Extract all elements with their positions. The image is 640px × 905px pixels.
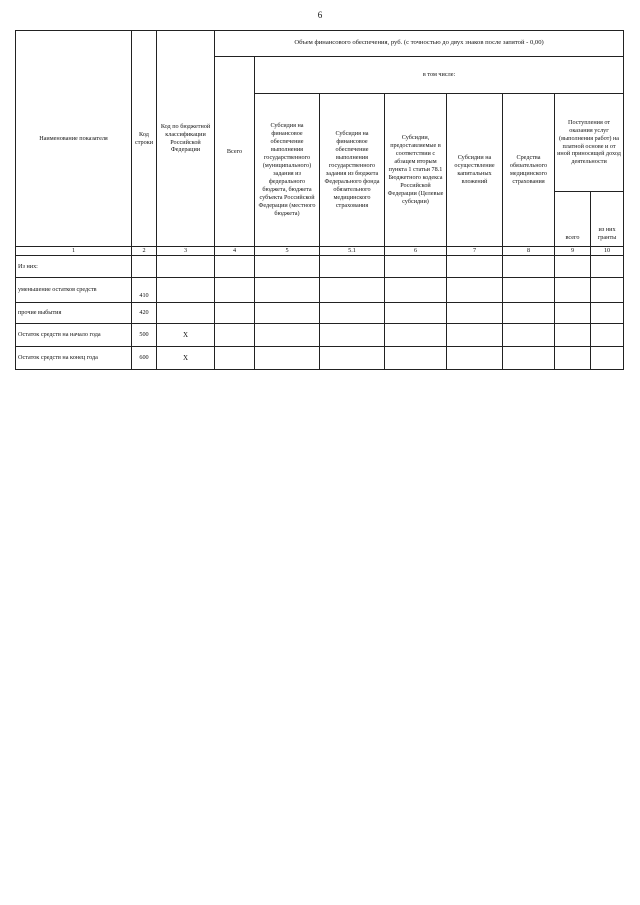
- value-cell: [503, 278, 555, 303]
- header-subsidy-capital: Субсидии на осуществление капитальных вложений: [447, 94, 503, 247]
- value-cell: [591, 347, 624, 370]
- header-paid-total: всего: [555, 192, 591, 247]
- row-code: 420: [132, 303, 157, 324]
- value-cell: [447, 347, 503, 370]
- value-cell: [555, 303, 591, 324]
- page-number: 6: [317, 10, 323, 20]
- header-subsidy-article-78: Субсидии, предоставляемые в соответствии с абзацем вторым пункта 1 статьи 78.1 Бюджетного кодекса Российской Федерации (Целевые субсидии): [385, 94, 447, 247]
- value-cell: [215, 256, 255, 278]
- header-budget-class-code: Код по бюджетной классификации Российской Федерации: [157, 31, 215, 247]
- column-number: 4: [215, 247, 255, 256]
- column-number: 9: [555, 247, 591, 256]
- value-cell: [320, 278, 385, 303]
- value-cell: [447, 278, 503, 303]
- header-total: Всего: [215, 57, 255, 247]
- financial-report-table: [15, 30, 624, 370]
- value-cell: [320, 256, 385, 278]
- row-budget-code: [157, 278, 215, 303]
- row-code: 410: [132, 278, 157, 303]
- value-cell: [255, 278, 320, 303]
- value-cell: [255, 303, 320, 324]
- value-cell: [255, 256, 320, 278]
- value-cell: [255, 324, 320, 347]
- value-cell: [503, 324, 555, 347]
- table-row: [16, 324, 624, 347]
- value-cell: [503, 256, 555, 278]
- column-number: 3: [157, 247, 215, 256]
- value-cell: [385, 303, 447, 324]
- value-cell: [320, 303, 385, 324]
- column-number: 10: [591, 247, 624, 256]
- value-cell: [503, 303, 555, 324]
- row-label: Остаток средств на начало года: [16, 324, 132, 347]
- value-cell: [555, 278, 591, 303]
- column-number: 7: [447, 247, 503, 256]
- table-row: [16, 303, 624, 324]
- value-cell: [320, 347, 385, 370]
- value-cell: [591, 278, 624, 303]
- column-numbers-row: [16, 247, 624, 256]
- column-number: 8: [503, 247, 555, 256]
- value-cell: [591, 256, 624, 278]
- row-code: 600: [132, 347, 157, 370]
- value-cell: [385, 347, 447, 370]
- header-paid-grants: из них гранты: [591, 192, 624, 247]
- row-label: Из них:: [16, 256, 132, 278]
- header-medical-insurance-funds: Средства обязательного медицинского страхования: [503, 94, 555, 247]
- header-row-1: [16, 31, 624, 57]
- value-cell: [320, 324, 385, 347]
- row-budget-code: X: [157, 324, 215, 347]
- column-number: 1: [16, 247, 132, 256]
- row-budget-code: [157, 256, 215, 278]
- header-indicator-name: Наименование показателя: [16, 31, 132, 247]
- header-financing-volume: Объем финансового обеспечения, руб. (с точностью до двух знаков после запятой - 0,00): [215, 31, 624, 57]
- value-cell: [385, 278, 447, 303]
- table-row: [16, 347, 624, 370]
- value-cell: [555, 347, 591, 370]
- column-number: 5: [255, 247, 320, 256]
- row-budget-code: X: [157, 347, 215, 370]
- value-cell: [385, 256, 447, 278]
- value-cell: [447, 324, 503, 347]
- row-budget-code: [157, 303, 215, 324]
- row-label: Остаток средств на конец года: [16, 347, 132, 370]
- column-number: 2: [132, 247, 157, 256]
- value-cell: [555, 324, 591, 347]
- value-cell: [447, 256, 503, 278]
- header-subsidy-state-task: Субсидия на финансовое обеспечение выполнения государственного (муниципального) задания из федерального бюджета, бюджета субъекта Российской Федерации (местного бюджета): [255, 94, 320, 247]
- row-code: 500: [132, 324, 157, 347]
- value-cell: [503, 347, 555, 370]
- table-row: [16, 278, 624, 303]
- value-cell: [555, 256, 591, 278]
- value-cell: [591, 303, 624, 324]
- value-cell: [255, 347, 320, 370]
- row-code: [132, 256, 157, 278]
- value-cell: [591, 324, 624, 347]
- header-row-code: Код строки: [132, 31, 157, 247]
- row-label: прочие выбытия: [16, 303, 132, 324]
- value-cell: [447, 303, 503, 324]
- column-number: 6: [385, 247, 447, 256]
- table-row: [16, 256, 624, 278]
- value-cell: [215, 303, 255, 324]
- row-label: уменьшение остатков средств: [16, 278, 132, 303]
- header-paid-services: Поступления от оказания услуг (выполнения работ) на платной основе и от иной приносящей доход деятельности: [555, 94, 624, 192]
- value-cell: [385, 324, 447, 347]
- column-number: 5.1: [320, 247, 385, 256]
- value-cell: [215, 324, 255, 347]
- header-subsidy-medical-fund: Субсидия на финансовое обеспечение выполнения государственного задания из бюджета Федерального фонда обязательного медицинского страхования: [320, 94, 385, 247]
- value-cell: [215, 347, 255, 370]
- header-including: в том числе:: [255, 57, 624, 94]
- value-cell: [215, 278, 255, 303]
